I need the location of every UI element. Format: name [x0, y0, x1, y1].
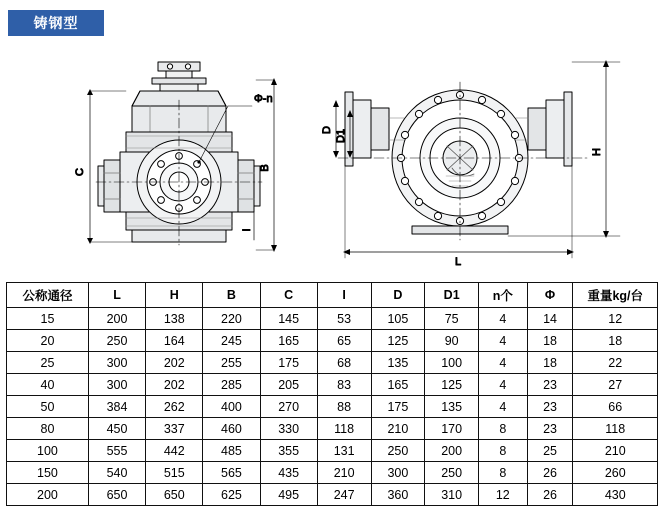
cell-n个: 4: [479, 396, 528, 418]
cell-Φ: 25: [527, 440, 573, 462]
table-row: [7, 462, 658, 484]
table-row: [7, 374, 658, 396]
cell-L: 250: [88, 330, 145, 352]
cell-nominal-diameter: 150: [7, 462, 89, 484]
cell-H: 262: [146, 396, 203, 418]
cell-Φ: 26: [527, 462, 573, 484]
cell-nominal-diameter: 80: [7, 418, 89, 440]
cell-Φ: 23: [527, 374, 573, 396]
cell-nominal-diameter: 200: [7, 484, 89, 506]
technical-drawing: [0, 40, 664, 270]
table-header-row: [7, 283, 658, 308]
cell-C: 330: [260, 418, 317, 440]
cell-H: 202: [146, 374, 203, 396]
dim-label-phi-n: Φ-n: [254, 93, 273, 105]
cell-I: 88: [317, 396, 371, 418]
cell-L: 650: [88, 484, 145, 506]
table-body: [7, 308, 658, 506]
right-view-group: [321, 60, 620, 268]
dim-label-B: B: [259, 164, 271, 172]
cell-L: 384: [88, 396, 145, 418]
dim-label-D1: D1: [335, 128, 347, 144]
header-C: C: [260, 283, 317, 308]
cell-Φ: 23: [527, 396, 573, 418]
specification-table: [6, 282, 658, 506]
header-n: n个: [479, 283, 528, 308]
cell-B: 565: [203, 462, 260, 484]
cell-重量kg/台: 210: [573, 440, 658, 462]
cell-C: 145: [260, 308, 317, 330]
dim-label-D: D: [321, 126, 333, 134]
cell-D: 105: [371, 308, 425, 330]
dim-label-C: C: [74, 168, 86, 176]
table-row: [7, 396, 658, 418]
cell-L: 540: [88, 462, 145, 484]
cell-nominal-diameter: 100: [7, 440, 89, 462]
cell-B: 625: [203, 484, 260, 506]
cell-D1: 125: [425, 374, 479, 396]
cell-H: 164: [146, 330, 203, 352]
header-H: H: [146, 283, 203, 308]
cell-I: 53: [317, 308, 371, 330]
cell-重量kg/台: 12: [573, 308, 658, 330]
cell-D1: 310: [425, 484, 479, 506]
cell-I: 68: [317, 352, 371, 374]
cell-H: 202: [146, 352, 203, 374]
table-row: [7, 440, 658, 462]
cell-H: 650: [146, 484, 203, 506]
cell-重量kg/台: 260: [573, 462, 658, 484]
cell-D1: 200: [425, 440, 479, 462]
cell-n个: 4: [479, 374, 528, 396]
table-row: [7, 484, 658, 506]
header-I: I: [317, 283, 371, 308]
cell-C: 355: [260, 440, 317, 462]
cell-L: 300: [88, 374, 145, 396]
cell-D: 300: [371, 462, 425, 484]
cell-Φ: 18: [527, 330, 573, 352]
left-view-group: [74, 62, 277, 252]
cell-H: 337: [146, 418, 203, 440]
cell-C: 165: [260, 330, 317, 352]
cell-D1: 170: [425, 418, 479, 440]
table-row: [7, 330, 658, 352]
cell-重量kg/台: 430: [573, 484, 658, 506]
cell-L: 300: [88, 352, 145, 374]
cell-D: 210: [371, 418, 425, 440]
cell-Φ: 14: [527, 308, 573, 330]
cell-重量kg/台: 18: [573, 330, 658, 352]
cell-B: 460: [203, 418, 260, 440]
drawing-svg: [0, 40, 664, 270]
cell-D: 250: [371, 440, 425, 462]
cell-Φ: 23: [527, 418, 573, 440]
page-title-badge: 铸钢型: [8, 10, 104, 36]
cell-nominal-diameter: 50: [7, 396, 89, 418]
cell-H: 138: [146, 308, 203, 330]
cell-D: 125: [371, 330, 425, 352]
cell-D: 175: [371, 396, 425, 418]
cell-n个: 8: [479, 418, 528, 440]
cell-B: 220: [203, 308, 260, 330]
cell-n个: 12: [479, 484, 528, 506]
cell-B: 400: [203, 396, 260, 418]
cell-nominal-diameter: 25: [7, 352, 89, 374]
cell-L: 200: [88, 308, 145, 330]
header-nominal-diameter: 公称通径: [7, 283, 89, 308]
cell-C: 270: [260, 396, 317, 418]
cell-n个: 8: [479, 462, 528, 484]
cell-H: 442: [146, 440, 203, 462]
header-phi: Φ: [527, 283, 573, 308]
cell-L: 450: [88, 418, 145, 440]
cell-nominal-diameter: 15: [7, 308, 89, 330]
cell-I: 247: [317, 484, 371, 506]
cell-B: 245: [203, 330, 260, 352]
cell-重量kg/台: 22: [573, 352, 658, 374]
cell-C: 435: [260, 462, 317, 484]
cell-C: 175: [260, 352, 317, 374]
cell-I: 131: [317, 440, 371, 462]
cell-B: 485: [203, 440, 260, 462]
cell-D1: 250: [425, 462, 479, 484]
cell-Φ: 18: [527, 352, 573, 374]
cell-n个: 4: [479, 330, 528, 352]
cell-D1: 135: [425, 396, 479, 418]
cell-n个: 4: [479, 308, 528, 330]
cell-n个: 4: [479, 352, 528, 374]
header-B: B: [203, 283, 260, 308]
table-row: [7, 418, 658, 440]
cell-D: 165: [371, 374, 425, 396]
cell-I: 210: [317, 462, 371, 484]
cell-B: 255: [203, 352, 260, 374]
cell-B: 285: [203, 374, 260, 396]
dim-label-I: I: [241, 228, 253, 232]
table-row: [7, 352, 658, 374]
cell-重量kg/台: 27: [573, 374, 658, 396]
cell-n个: 8: [479, 440, 528, 462]
cell-D: 135: [371, 352, 425, 374]
cell-D1: 75: [425, 308, 479, 330]
cell-H: 515: [146, 462, 203, 484]
cell-I: 83: [317, 374, 371, 396]
cell-C: 205: [260, 374, 317, 396]
cell-nominal-diameter: 20: [7, 330, 89, 352]
cell-重量kg/台: 66: [573, 396, 658, 418]
header-weight: 重量kg/台: [573, 283, 658, 308]
cell-I: 118: [317, 418, 371, 440]
header-D1: D1: [425, 283, 479, 308]
cell-I: 65: [317, 330, 371, 352]
cell-L: 555: [88, 440, 145, 462]
dim-label-L: L: [454, 256, 462, 268]
cell-C: 495: [260, 484, 317, 506]
cell-D1: 90: [425, 330, 479, 352]
cell-D: 360: [371, 484, 425, 506]
header-D: D: [371, 283, 425, 308]
dim-label-H: H: [591, 148, 603, 156]
cell-重量kg/台: 118: [573, 418, 658, 440]
cell-Φ: 26: [527, 484, 573, 506]
table-row: [7, 308, 658, 330]
cell-D1: 100: [425, 352, 479, 374]
cell-nominal-diameter: 40: [7, 374, 89, 396]
header-L: L: [88, 283, 145, 308]
